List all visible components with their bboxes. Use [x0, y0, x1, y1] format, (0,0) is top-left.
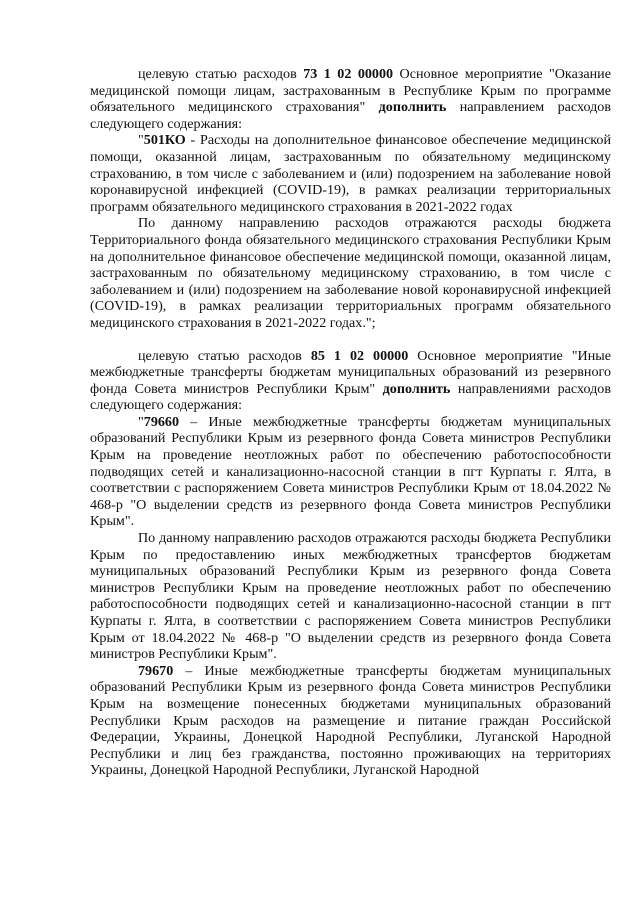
code-description: – Иные межбюджетные трансферты бюджетам муниципальных образований Республики Крым из резервного фонда Совета министров Республики Крым на проведение неотложных работ по обеспечению работоспособности подводящих сетей и канализационно-насосной станции в пгт Курпаты г. Ялта, в соответствии с распоряжением Совета министров Республики Крым от 18.04.2022 № 468-р "О выделении средств из резервного фонда Совета министров Республики Крым".: [90, 413, 611, 530]
paragraph-gap: [90, 332, 611, 348]
budget-code-73: 73 1 02 00000: [303, 66, 394, 82]
paragraph-code-501ko: [90, 132, 611, 215]
bold-amend-word: дополнить: [382, 380, 451, 397]
bold-amend-word: дополнить: [378, 99, 447, 116]
paragraph-target-article-73: [90, 66, 611, 132]
open-quote: ": [138, 132, 144, 149]
budget-code-85: 85 1 02 00000: [310, 347, 409, 364]
article-description: Основное мероприятие "Оказание медицинской помощи лицам, застрахованным в Республике Крым по программе обязательного медицинского страхования": [90, 66, 611, 116]
budget-code-79660: 79660: [143, 413, 179, 430]
code-description: - Расходы на дополнительное финансовое обеспечение медицинской помощи, оказанной лицам, застрахованным по обязательному медицинскому страхованию, в том числе с заболеванием и (или) подозрением на заболевание новой коронавирусной инфекцией (COVID-19), в рамках реализации территориальных программ обязательного медицинского страхования в 2021-2022 годах: [90, 132, 611, 215]
paragraph-tail: направлением расходов следующего содержания:: [90, 99, 611, 132]
lead-text: целевую статью расходов: [138, 347, 311, 364]
reflection-text: По данному направлению расходов отражаются расходы бюджета Республики Крым по предоставлению иных межбюджетных трансфертов бюджетам муниципальных образований Республики Крым из резервного фонда Совета министров Республики Крым на проведение неотложных работ по обеспечению работоспособности подводящих сетей и канализационно-насосной станции в пгт Курпаты г. Ялта, в соответствии с распоряжением Совета министров Республики Крым от 18.04.2022 № 468-р "О выделении средств из резервного фонда Совета министров Республики Крым".: [90, 530, 611, 663]
budget-code-501ko: 501КО: [143, 132, 186, 149]
paragraph-target-article-85: [90, 348, 611, 414]
reflection-text: По данному направлению расходов отражаются расходы бюджета Территориального фонда обязательного медицинского страхования Республики Крым на дополнительное финансовое обеспечение медицинской помощи, оказанной лицам, застрахованным по обязательному медицинскому страхованию, в том числе с заболеванием и (или) подозрением на заболевание новой коронавирусной инфекцией (COVID-19), в рамках реализации территориальных программ обязательного медицинского страхования в 2021-2022 годах.";: [90, 215, 611, 331]
open-quote: ": [138, 413, 144, 430]
paragraph-reflection-79660: [90, 530, 611, 663]
budget-code-79670: 79670: [138, 662, 174, 679]
paragraph-tail: направлениями расходов следующего содержания:: [90, 380, 611, 414]
lead-text: целевую статью расходов: [138, 66, 297, 82]
paragraph-code-79660: [90, 414, 611, 530]
paragraph-code-79670: [90, 663, 611, 779]
article-description: Основное мероприятие "Иные межбюджетные трансферты бюджетам муниципальных образований из резервного фонда Совета министров Республики Крым": [90, 347, 611, 397]
code-description: – Иные межбюджетные трансферты бюджетам муниципальных образований Республики Крым из резервного фонда Совета министров Республики Крым на возмещение понесенных бюджетами муниципальных образований Республики Крым расходов на размещение и питание граждан Российской Федерации, Украины, Донецкой Народной Республики, Луганской Народной Республики и лиц без гражданства, постоянно проживающих на территориях Украины, Донецкой Народной Республики, Луганской Народной: [90, 662, 611, 779]
paragraph-reflection-501ko: [90, 215, 611, 331]
